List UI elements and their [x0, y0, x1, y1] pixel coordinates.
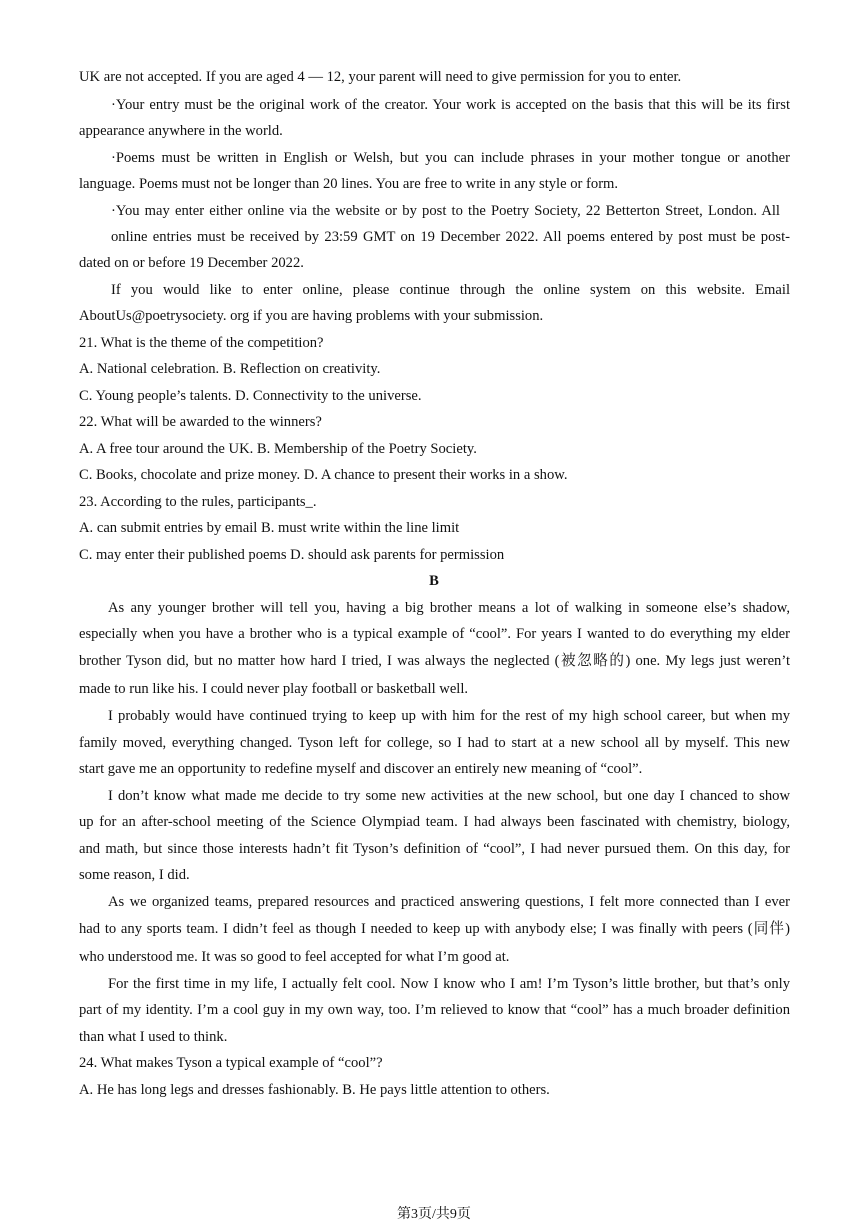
section-heading: B — [429, 573, 439, 589]
text-line: and math, but since those interests hadn’t fit Tyson’s definition of “cool”, I had never pursued them. On this day, for — [79, 841, 790, 857]
text-line: AboutUs@poetrysociety. org if you are having problems with your submission. — [79, 308, 544, 324]
question-21: 21. What is the theme of the competition? — [79, 335, 324, 351]
text-line: As we organized teams, prepared resources and practiced answering questions, I felt more connected than I ever — [108, 894, 790, 910]
text-line: family moved, everything changed. Tyson left for college, so I had to start at a new school all by myself. This new — [79, 735, 790, 751]
question-22-options-cd: C. Books, chocolate and prize money. D. A chance to present their works in a show. — [79, 467, 568, 483]
text-line: ·Poems must be written in English or Welsh, but you can include phrases in your mother tongue or another — [111, 150, 790, 166]
text-line: dated on or before 19 December 2022. — [79, 255, 304, 271]
text-line: some reason, I did. — [79, 867, 190, 883]
text-line: UK are not accepted. If you are aged 4 — 12, your parent will need to give permission for you to enter. — [79, 69, 682, 85]
text-line: As any younger brother will tell you, having a big brother means a lot of walking in someone else’s shadow, — [108, 600, 790, 616]
text-line: who understood me. It was so good to feel accepted for what I’m good at. — [79, 949, 510, 965]
text-line: I don’t know what made me decide to try some new activities at the new school, but one day I chanced to show — [108, 788, 790, 804]
question-22-options-ab: A. A free tour around the UK. B. Membership of the Poetry Society. — [79, 441, 477, 457]
text-line: online entries must be received by 23:59 GMT on 19 December 2022. All poems entered by post must be post- — [111, 229, 790, 245]
text-line: made to run like his. I could never play football or basketball well. — [79, 681, 469, 697]
question-24-options-ab: A. He has long legs and dresses fashionably. B. He pays little attention to others. — [79, 1082, 550, 1098]
page-footer: 第3页/共9页 — [397, 1207, 471, 1222]
text-line: language. Poems must not be longer than 20 lines. You are free to write in any style or form. — [79, 176, 619, 192]
question-22: 22. What will be awarded to the winners? — [79, 414, 322, 430]
question-21-options-ab: A. National celebration. B. Reflection on creativity. — [79, 361, 381, 377]
text-line: up for an after-school meeting of the Science Olympiad team. I had always been fascinated with chemistry, biology, — [79, 814, 790, 830]
question-23: 23. According to the rules, participants_. — [79, 494, 317, 510]
text-line: ·You may enter either online via the website or by post to the Poetry Society, 22 Betterton Street, London. All — [111, 203, 780, 219]
text-line: ·Your entry must be the original work of the creator. Your work is accepted on the basis that this will be its first — [111, 97, 790, 113]
text-line: I probably would have continued trying to keep up with him for the rest of my high school career, but when my — [108, 708, 790, 724]
question-24: 24. What makes Tyson a typical example of “cool”? — [79, 1055, 383, 1071]
text-line: part of my identity. I’m a cool guy in my own way, too. I’m relieved to know that “cool” has a much broader definition — [79, 1002, 790, 1018]
question-23-options-cd: C. may enter their published poems D. should ask parents for permission — [79, 547, 505, 563]
question-21-options-cd: C. Young people’s talents. D. Connectivity to the universe. — [79, 388, 422, 404]
text-line: had to any sports team. I didn’t feel as though I needed to keep up with anybody else; I was finally with peers (同伴) — [79, 921, 790, 937]
text-line: especially when you have a brother who is a typical example of “cool”. For years I wanted to do everything my elder — [79, 626, 790, 642]
text-line: start gave me an opportunity to redefine myself and discover an entirely new meaning of “cool”. — [79, 761, 643, 777]
text-line: brother Tyson did, but no matter how hard I tried, I was always the neglected (被忽略的) one. My legs just weren’t — [79, 653, 790, 669]
text-line: than what I used to think. — [79, 1029, 228, 1045]
question-23-options-ab: A. can submit entries by email B. must write within the line limit — [79, 520, 460, 536]
text-line: appearance anywhere in the world. — [79, 123, 283, 139]
text-line: For the first time in my life, I actually felt cool. Now I know who I am! I’m Tyson’s little brother, but that’s only — [108, 976, 790, 992]
text-line: If you would like to enter online, please continue through the online system on this website. Email — [111, 282, 790, 298]
